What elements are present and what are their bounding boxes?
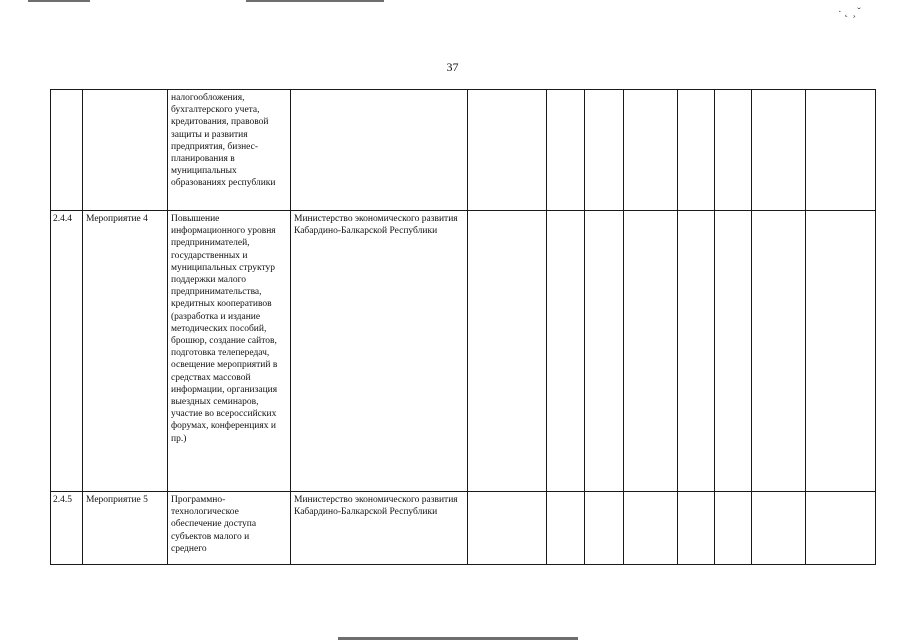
- table-row: [51, 90, 876, 211]
- empty-cell: [678, 211, 715, 492]
- code-cell: 2.4.4: [51, 211, 83, 492]
- executor-cell: Министерство экономического развития Кабардино-Балкарской Республики: [291, 492, 468, 565]
- description-cell: налогообложения, бухгалтерского учета, кредитования, правовой защиты и развития предприятия, бизнес-планирования в муниципальных образованиях республики: [168, 90, 291, 211]
- page-number: 37: [446, 60, 459, 74]
- empty-cell: [806, 492, 876, 565]
- scan-artifact-corner-marks: ·˛ ̧ˇ: [838, 6, 864, 18]
- activity-name-cell: [83, 90, 168, 211]
- empty-cell: [752, 90, 806, 211]
- empty-cell: [752, 211, 806, 492]
- empty-cell: [585, 90, 624, 211]
- scan-artifact-top-left: [28, 0, 90, 2]
- empty-cell: [547, 211, 585, 492]
- description-cell: Повышение информационного уровня предпринимателей, государственных и муниципальных структур поддержки малого предпринимательства, кредитных кооперативов (разработка и издание методических пособий, брошюр, создание сайтов, подготовка телепередач, освещение мероприятий в средствах массовой информации, организация выездных семинаров, участие во всероссийских форумах, конференциях и пр.): [168, 211, 291, 492]
- empty-cell: [715, 90, 752, 211]
- code-cell: [51, 90, 83, 211]
- empty-cell: [585, 211, 624, 492]
- table-row: [51, 211, 876, 492]
- empty-cell: [806, 90, 876, 211]
- activity-name-cell: Мероприятие 5: [83, 492, 168, 565]
- activity-name-cell: Мероприятие 4: [83, 211, 168, 492]
- empty-cell: [468, 90, 547, 211]
- empty-cell: [468, 211, 547, 492]
- empty-cell: [752, 492, 806, 565]
- description-cell: Программно-технологическое обеспечение доступа субъектов малого и среднего: [168, 492, 291, 565]
- executor-cell: Министерство экономического развития Кабардино-Балкарской Республики: [291, 211, 468, 492]
- code-cell: 2.4.5: [51, 492, 83, 565]
- empty-cell: [678, 492, 715, 565]
- table-row: [51, 492, 876, 565]
- empty-cell: [624, 492, 678, 565]
- empty-cell: [624, 90, 678, 211]
- empty-cell: [547, 492, 585, 565]
- scan-artifact-top-center: [246, 0, 384, 2]
- empty-cell: [624, 211, 678, 492]
- empty-cell: [585, 492, 624, 565]
- empty-cell: [468, 492, 547, 565]
- empty-cell: [715, 211, 752, 492]
- executor-cell: [291, 90, 468, 211]
- empty-cell: [547, 90, 585, 211]
- empty-cell: [678, 90, 715, 211]
- activities-table: [50, 89, 876, 565]
- empty-cell: [806, 211, 876, 492]
- empty-cell: [715, 492, 752, 565]
